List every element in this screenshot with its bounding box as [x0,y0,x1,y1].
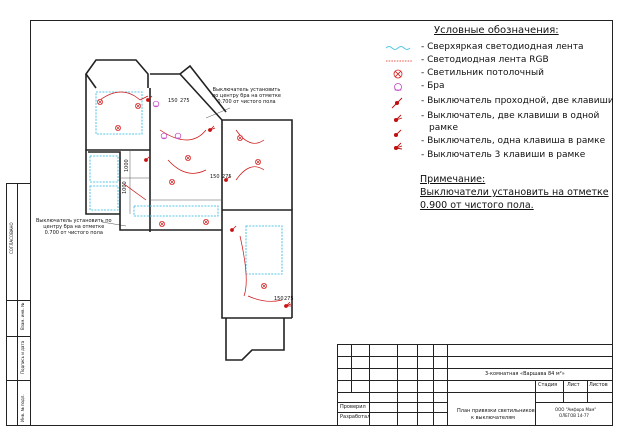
legend-item: - Бра [421,81,445,91]
tb-line [337,368,613,369]
note-title: Примечание: [420,174,486,185]
callout-sconce-switch-top [212,87,281,105]
sheets-header: Листов [589,382,608,388]
tb-line [587,380,588,402]
triple-switch-icon [285,302,292,308]
tb-border [337,344,613,345]
callout-line: 0.700 от чистого пола [217,99,276,105]
callout-leaders [102,108,230,226]
ceiling-lamp-icon [261,283,266,288]
project-name: 3-комнатная «Варшава 84 м²» [485,371,565,377]
tb-line [337,402,447,403]
led-strip-bedroom [246,226,282,274]
dim-label: 150 [168,98,178,104]
checked-by-label: Проверил [340,404,366,410]
callout-line: 0.700 от чистого пола [44,230,103,236]
company-code: ОЛЕГОВ 14-77 [559,413,589,418]
ceiling-lamp-icon [394,70,402,78]
led-strip-wc [90,186,118,210]
ceiling-lamp-icon [115,125,120,130]
double-switch-icon [209,126,216,132]
legend-item: - Выключатель проходной, две клавиши [421,96,614,106]
dim-label: 150 [210,174,220,180]
dim-label: 150 [274,296,284,302]
led-strip-icon [386,47,410,50]
tb-line [563,380,564,402]
passthrough-switch-icon [392,98,402,108]
ceiling-lamp-icon [203,219,208,224]
triple-switch-icon [394,143,402,150]
legend-item: - Светильник потолочный [421,68,544,78]
note-line: Выключатели установить на отметке [420,187,609,198]
tb-line [417,344,418,426]
sconce-icon [395,84,402,91]
signature-date-label: Подпись и дата [20,340,25,374]
tb-line [433,344,434,426]
drawing-title-2: к выключателям [471,415,515,421]
legend-item: - Сверхяркая светодиодная лента [421,42,584,52]
tb-line [535,402,613,403]
led-strip-corridor [134,206,218,216]
note-line: 0.900 от чистого пола. [420,200,534,211]
inv-number-label: Инв. № подл. [20,394,25,422]
single-switch-icon [231,226,237,232]
dim-label: 1000 [122,181,128,194]
drawing-title: План привязки светильников [457,408,535,414]
dim-label: 275 [180,98,190,104]
legend-item: - Выключатель, одна клавиша в рамке [421,136,606,146]
ceiling-lamp-icon [135,103,140,108]
callout-line: Выключатель установить [212,87,281,93]
dim-label: 275 [222,174,232,180]
wiring [100,92,282,301]
legend-item: - Выключатель 3 клавиши в рамке [421,150,586,160]
legend-symbols [386,47,412,150]
passthrough-switch-icon [145,156,151,162]
ceiling-lamp-icon [97,99,102,104]
sheet-header: Лист [567,382,580,388]
tb-line [535,380,536,426]
sconce-icon [175,133,181,139]
callout-line: Выключатель установить по [36,218,112,224]
replace-inv-label: Взам. инв. № [20,302,25,330]
company-name: ООО "Амфора Мам" [555,407,597,412]
tb-line [337,392,613,393]
sconce-icon [161,133,167,139]
legend-title: Условные обозначения: [434,25,559,36]
callout-line: по центру бра на отметке [212,93,281,99]
stage-header: Стадия [538,382,558,388]
tb-line [397,344,398,426]
legend-item: - Выключатель, две клавиши в одной [421,111,600,121]
developed-by-label: Разработал [340,414,371,420]
dim-label: 275 [284,296,294,302]
agreed-label: СОГЛАСОВАНО [9,222,14,254]
ceiling-lamp-icon [237,135,242,140]
tb-line [447,344,448,426]
sconce-icon [153,101,159,107]
single-switch-icon [394,130,401,137]
led-strip-bath [90,156,118,182]
callout-line: центру бра на отметке [43,224,105,230]
callout-sconce-switch-left [36,218,112,236]
ceiling-lamp-icon [255,159,260,164]
ceiling-lamp-icon [159,221,164,226]
tb-line [351,344,352,392]
sconces [153,101,181,139]
note-text [420,186,609,212]
title-block [337,344,613,426]
switches [145,96,292,308]
legend-item-continuation: рамке [429,123,458,133]
double-switch-icon [394,115,402,122]
tb-line [337,412,447,413]
ceiling-lamp-icon [169,179,174,184]
legend-item: - Светодиодная лента RGB [421,55,549,65]
ceiling-lamp-icon [185,155,190,160]
tb-line [337,356,613,357]
dim-label: 1000 [124,159,130,172]
tb-line [337,380,613,381]
